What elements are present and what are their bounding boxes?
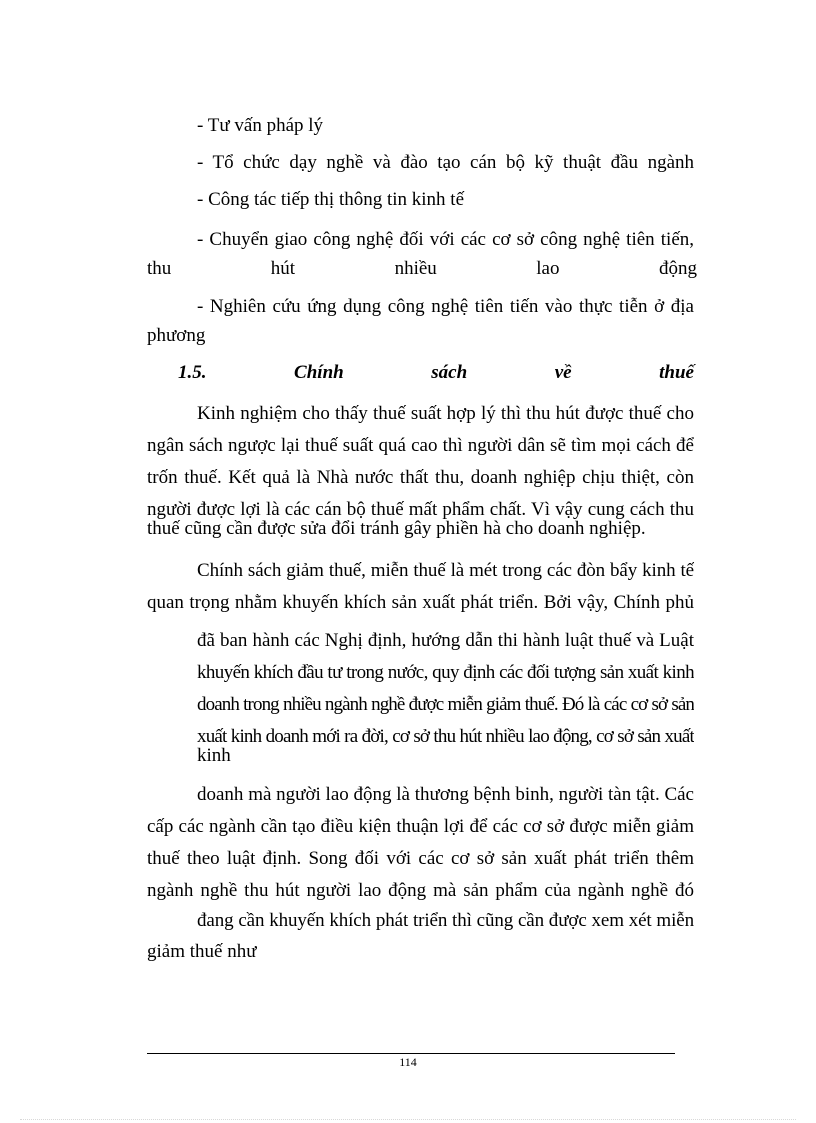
word: hút	[270, 258, 296, 279]
bullet-technology-transfer-continuation	[147, 257, 697, 281]
paragraph-line: doanh trong nhiều ngành nghề được miễn giảm thuế. Đó là các cơ sở sản	[197, 694, 694, 715]
heading-word: Chính	[294, 362, 344, 383]
word: lao	[536, 258, 560, 279]
paragraph-line: đã ban hành các Nghị định, hướng dẫn thi hành luật thuế và Luật	[197, 630, 694, 651]
page-number: 114	[399, 1055, 417, 1069]
heading-word: thuế	[659, 362, 694, 383]
bullet-legal-consulting: - Tư vấn pháp lý	[197, 115, 324, 136]
paragraph-line: ngân sách ngược lại thuế suất quá cao thì người dân sẽ tìm mọi cách để	[147, 435, 694, 456]
paragraph-line: người được lợi là các cán bộ thuế mất phẩm chất. Vì vậy cung cách thu	[147, 499, 694, 520]
paragraph-line: cấp các ngành cần tạo điều kiện thuận lợi để các cơ sở được miễn giảm	[147, 816, 694, 837]
paragraph-line: giảm thuế như	[147, 941, 257, 962]
bullet-economic-marketing: - Công tác tiếp thị thông tin kinh tế	[197, 189, 465, 210]
paragraph-line: trốn thuế. Kết quả là Nhà nước thất thu, doanh nghiệp chịu thiệt, còn	[147, 467, 694, 488]
bullet-vocational-training: - Tổ chức dạy nghề và đào tạo cán bộ kỹ thuật đầu ngành	[197, 152, 694, 173]
heading-word: về	[554, 362, 572, 383]
paragraph-line: thuế theo luật định. Song đối với các cơ sở sản xuất phát triển thêm	[147, 848, 694, 869]
bullet-research-application-continuation: phương	[147, 325, 206, 346]
page-bottom-border	[20, 1119, 796, 1120]
paragraph-line: xuất kinh doanh mới ra đời, cơ sở thu hút nhiều lao động, cơ sở sản xuất	[197, 726, 694, 747]
heading-word: sách	[431, 362, 468, 383]
bullet-technology-transfer: - Chuyển giao công nghệ đối với các cơ sở công nghệ tiên tiến,	[197, 229, 694, 250]
section-heading	[178, 361, 694, 385]
paragraph-line: kinh	[197, 745, 231, 766]
word: thu	[147, 258, 172, 279]
section-number: 1.5.	[178, 362, 207, 383]
paragraph-line: thuế cũng cần được sửa đổi tránh gây phiền hà cho doanh nghiệp.	[147, 518, 646, 539]
paragraph-line: đang cần khuyến khích phát triển thì cũng cần được xem xét miễn	[197, 910, 694, 931]
paragraph-line: doanh mà người lao động là thương bệnh binh, người tàn tật. Các	[197, 784, 694, 805]
paragraph-line: ngành nghề thu hút người lao động mà sản phẩm của ngành nghề đó	[147, 880, 694, 901]
paragraph-line: Chính sách giảm thuế, miễn thuế là mét trong các đòn bẩy kinh tế	[197, 560, 694, 581]
paragraph-line: Kinh nghiệm cho thấy thuế suất hợp lý thì thu hút được thuế cho	[197, 403, 694, 424]
bullet-research-application: - Nghiên cứu ứng dụng công nghệ tiên tiến vào thực tiễn ở địa	[197, 296, 694, 317]
paragraph-line: quan trọng nhằm khuyến khích sản xuất phát triển. Bởi vậy, Chính phủ	[147, 592, 694, 613]
paragraph-line: khuyến khích đầu tư trong nước, quy định các đối tượng sản xuất kinh	[197, 662, 694, 683]
word: động	[659, 258, 697, 279]
word: nhiều	[394, 258, 437, 279]
